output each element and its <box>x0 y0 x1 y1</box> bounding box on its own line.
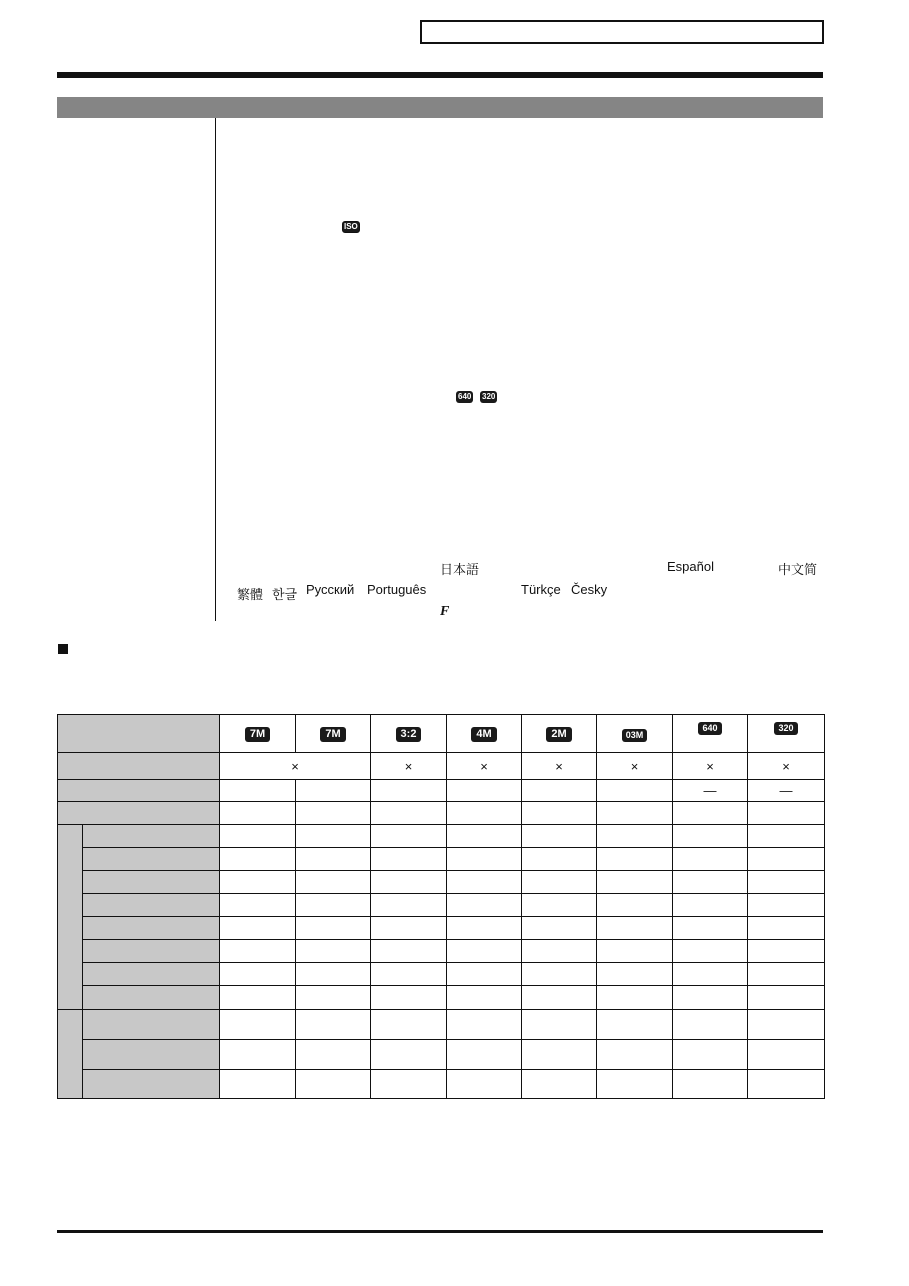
movie-640-icon: 640 <box>698 722 721 735</box>
table-cell: × <box>597 753 673 780</box>
table-row <box>58 871 825 894</box>
row-label <box>83 871 220 894</box>
lang-portuguese: Português <box>367 582 427 597</box>
fuji-logo-icon: F <box>440 604 450 619</box>
col-header-320 <box>748 715 825 753</box>
table-row <box>58 894 825 917</box>
table-row <box>58 1070 825 1099</box>
lang-korean: 한글 <box>272 587 298 602</box>
quality-4m-icon: 4M <box>471 727 496 742</box>
lang-turkish: Türkçe <box>521 582 561 597</box>
row-label <box>83 963 220 986</box>
table-row <box>58 825 825 848</box>
table-row <box>58 780 825 802</box>
top-rule <box>57 72 823 78</box>
table-row <box>58 802 825 825</box>
row-label <box>83 848 220 871</box>
lang-spanish: Español <box>667 559 714 574</box>
col-header-03m <box>597 715 673 753</box>
table-cell: — <box>748 780 825 802</box>
lang-russian: Pусский <box>306 582 355 597</box>
row-label <box>58 802 220 825</box>
square-bullet-icon <box>58 644 68 654</box>
quality-03m-icon: 03M <box>622 729 648 742</box>
bottom-rule <box>57 1230 823 1233</box>
table-cell: × <box>371 753 447 780</box>
col-header-640 <box>673 715 748 753</box>
table-cell: × <box>673 753 748 780</box>
table-row <box>58 940 825 963</box>
row-label <box>83 894 220 917</box>
table-row <box>58 753 825 780</box>
row-label <box>58 753 220 780</box>
header-box <box>420 20 824 44</box>
col-header-4m <box>447 715 522 753</box>
quality-7m-icon: 7M <box>245 727 270 742</box>
row-label <box>83 1040 220 1070</box>
table-row <box>58 917 825 940</box>
row-label <box>83 1070 220 1099</box>
table-cell: — <box>673 780 748 802</box>
table-cell: × <box>748 753 825 780</box>
table-row <box>58 848 825 871</box>
table-cell: × <box>220 753 371 780</box>
table-header-row <box>58 715 825 753</box>
movie-640-icon: 640 <box>458 392 472 401</box>
table-cell: × <box>522 753 597 780</box>
column-divider <box>215 118 216 621</box>
quality-7m-icon: 7M <box>320 727 345 742</box>
row-label <box>83 825 220 848</box>
group-label <box>58 1010 83 1099</box>
row-label <box>83 986 220 1010</box>
quality-2m-icon: 2M <box>546 727 571 742</box>
group-label <box>58 825 83 1010</box>
movie-320-icon: 320 <box>774 722 797 735</box>
table-row <box>58 986 825 1010</box>
movie-320-icon: 320 <box>482 392 496 401</box>
lang-czech: Česky <box>571 582 608 597</box>
spec-table <box>57 714 825 1099</box>
row-label <box>83 940 220 963</box>
header-corner <box>58 715 220 753</box>
lang-chinese-traditional: 繁體 <box>237 587 264 602</box>
col-header-2m <box>522 715 597 753</box>
table-cell: × <box>447 753 522 780</box>
table-row <box>58 1010 825 1040</box>
lang-chinese-simplified: 中文简 <box>778 562 818 577</box>
table-row <box>58 963 825 986</box>
row-label <box>83 917 220 940</box>
quality-3-2-icon: 3:2 <box>396 727 422 742</box>
table-row <box>58 1040 825 1070</box>
lang-japanese: 日本語 <box>440 562 480 577</box>
col-header-7m-b <box>296 715 371 753</box>
col-header-7m-a <box>220 715 296 753</box>
row-label <box>58 780 220 802</box>
row-label <box>83 1010 220 1040</box>
col-header-3-2 <box>371 715 447 753</box>
section-header-band <box>57 97 823 118</box>
iso-icon: ISO <box>344 222 358 231</box>
